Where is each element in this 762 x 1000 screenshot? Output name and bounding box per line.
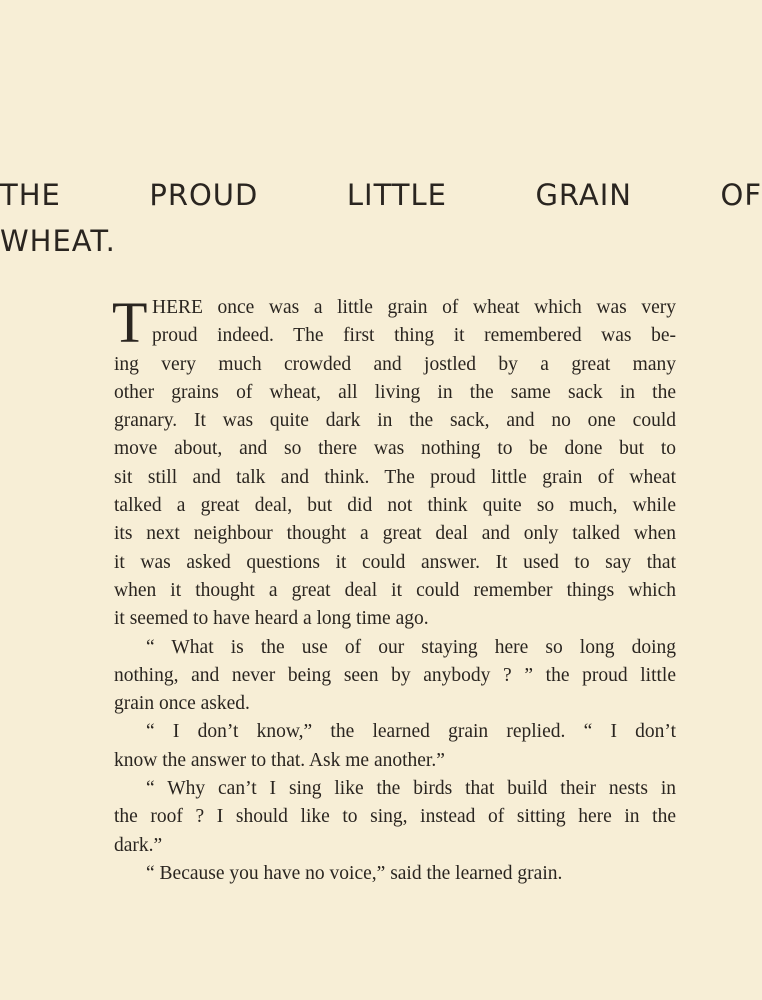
text-line: talked a great deal, but did not think quite so much, while bbox=[114, 495, 676, 517]
text-line: ing very much crowded and jostled by a great many bbox=[114, 353, 676, 375]
text-line: “ What is the use of our staying here so long doing bbox=[146, 636, 676, 658]
drop-cap: T bbox=[112, 290, 148, 355]
text-line: “ I don’t know,” the learned grain replied. “ I don’t bbox=[146, 721, 676, 743]
text-line: HERE once was a little grain of wheat which was very bbox=[152, 297, 676, 318]
text-line: know the answer to that. Ask me another.” bbox=[114, 749, 445, 771]
chapter-title bbox=[0, 172, 762, 264]
text-line: its next neighbour thought a great deal and only talked when bbox=[114, 523, 676, 545]
text-line: sit still and talk and think. The proud little grain of wheat bbox=[114, 466, 676, 488]
text-line: grain once asked. bbox=[114, 693, 250, 715]
text-line: other grains of wheat, all living in the same sack in the bbox=[114, 381, 676, 403]
chapter-title-line-2: WHEAT. bbox=[0, 224, 116, 258]
text-line: the roof ? I should like to sing, instead of sitting here in the bbox=[114, 806, 676, 828]
text-line: nothing, and never being seen by anybody ? ” the proud little bbox=[114, 664, 676, 686]
text-line: granary. It was quite dark in the sack, and no one could bbox=[114, 410, 676, 432]
text-line: dark.” bbox=[114, 834, 163, 856]
text-line: when it thought a great deal it could remember things which bbox=[114, 579, 676, 601]
chapter-title-line-1: THE PROUD LITTLE GRAIN OF bbox=[0, 178, 762, 212]
story-text bbox=[112, 290, 676, 888]
text-line: move about, and so there was nothing to be done but to bbox=[114, 438, 676, 460]
text-line: it was asked questions it could answer. It used to say that bbox=[114, 551, 676, 573]
text-line: proud indeed. The first thing it remembered was be- bbox=[152, 325, 676, 347]
text-line: it seemed to have heard a long time ago. bbox=[114, 608, 429, 630]
text-line: “ Because you have no voice,” said the learned grain. bbox=[146, 862, 563, 884]
text-line: “ Why can’t I sing like the birds that build their nests in bbox=[146, 778, 676, 800]
